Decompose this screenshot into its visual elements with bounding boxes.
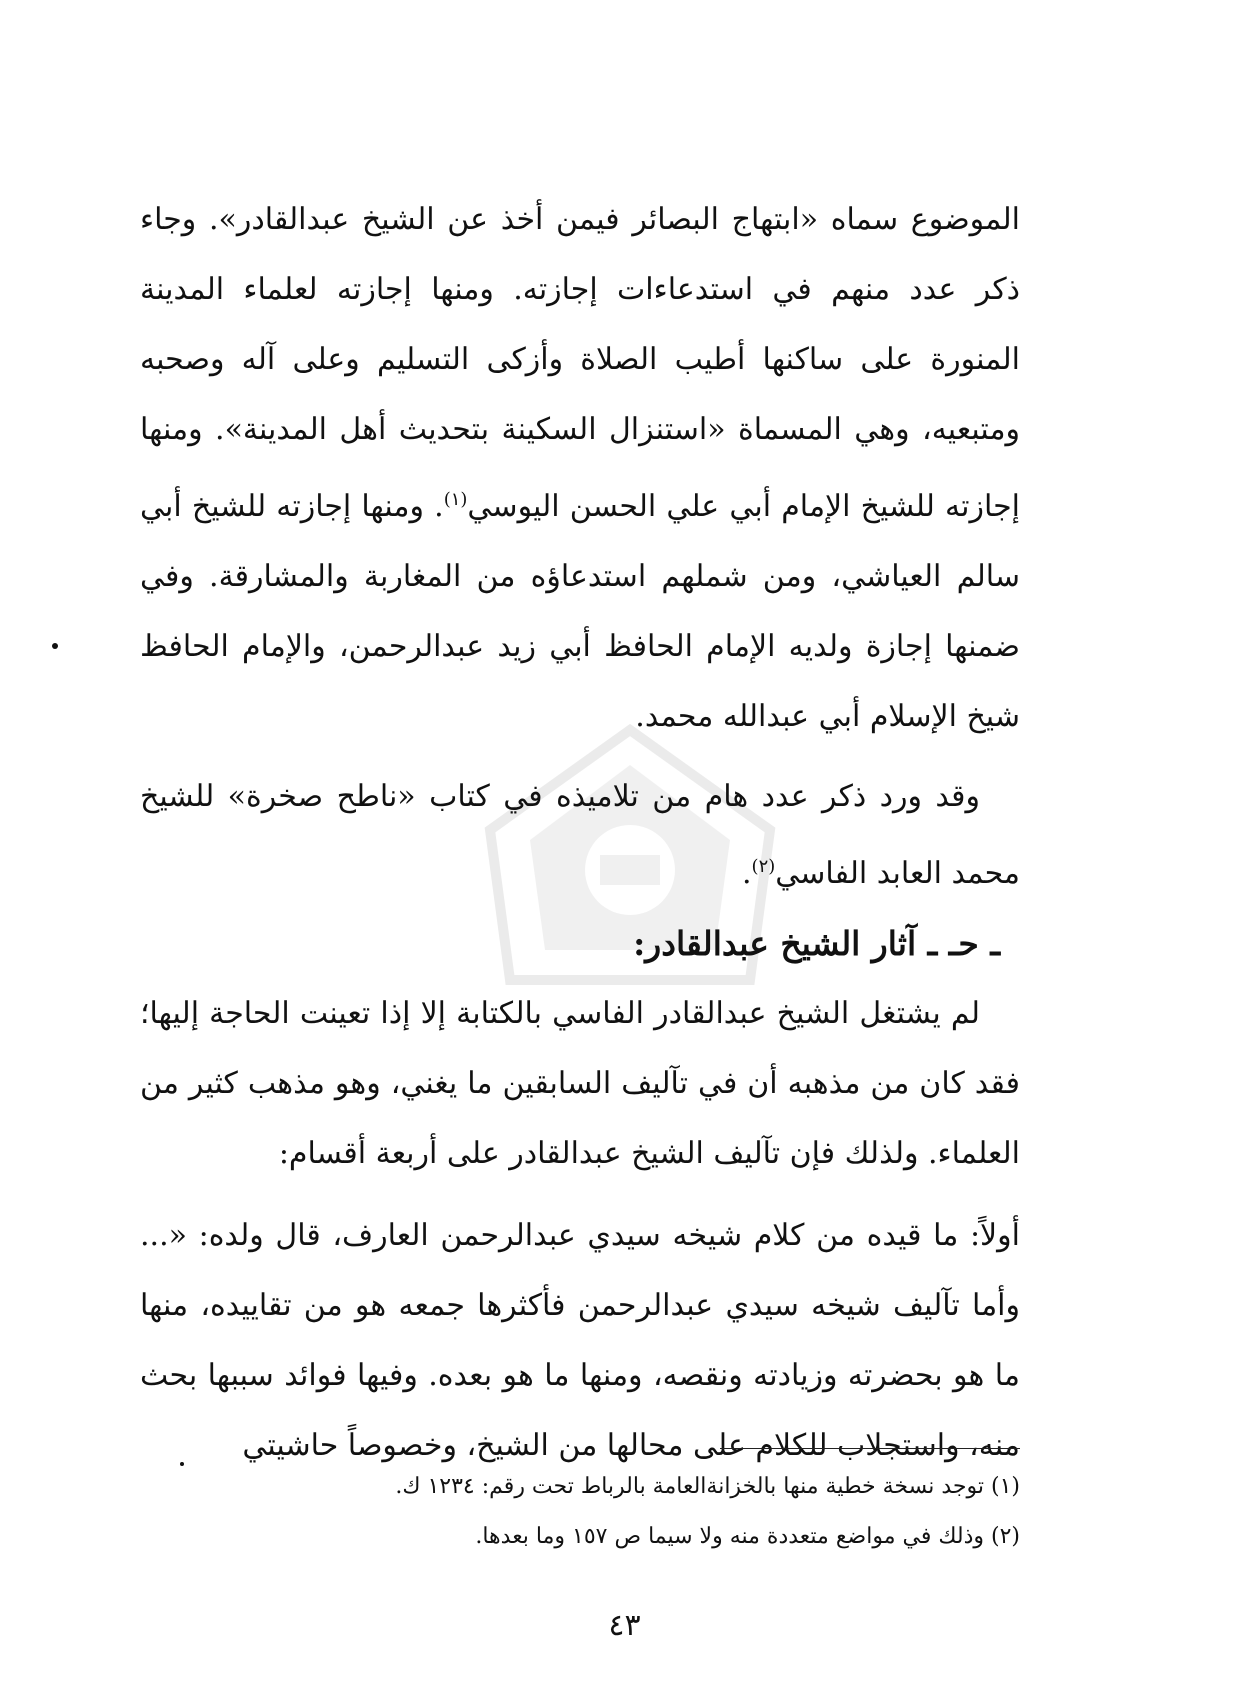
page-number: ٤٣ (608, 1608, 641, 1643)
section-heading: ـ حـ ـ آثار الشيخ عبدالقادر: (633, 924, 1000, 963)
footnote-2: (٢) وذلك في مواضع متعددة منه ولا سيما ص ١٥٧ وما بعدها. (475, 1524, 1020, 1549)
scan-speck (180, 1462, 184, 1466)
paragraph-1 (140, 185, 1020, 752)
paragraph-3: لم يشتغل الشيخ عبدالقادر الفاسي بالكتابة إلا إذا تعينت الحاجة إليها؛ فقد كان من مذهبه أن في تآليف السابقين ما يغني، وهو مذهب كثير من العلماء. ولذلك فإن تآليف الشيخ عبدالقادر على أربعة أقسام: (140, 996, 1020, 1171)
paragraph-2 (140, 762, 1020, 909)
paragraph-4: أولاً: ما قيده من كلام شيخه سيدي عبدالرحمن العارف، قال ولده: «... وأما تآليف شيخه سيدي عبدالرحمن فأكثرها جمعه هو من تقاييده، منها ما هو بحضرته وزيادته ونقصه، ومنها ما هو بعده. وفيها فوائد سببها بحث منه، واستجلاب للكلام على محالها من الشيخ، وخصوصاً حاشيتي (140, 1218, 1020, 1463)
footnote-divider (720, 1448, 1020, 1449)
paragraph-2-end: . (742, 856, 752, 891)
paragraph-1-continuation: . ومنها إجازته للشيخ أبي سالم العياشي، ومن شملهم استدعاؤه من المغاربة والمشارقة. وفي ضمنها إجازة ولديه الإمام الحافظ أبي زيد عبدالرحمن، والإمام الحافظ شيخ الإسلام أبي عبدالله محمد. (140, 489, 1020, 734)
paragraph-2-text: وقد ورد ذكر عدد هام من تلاميذه في كتاب «ناطح صخرة» للشيخ محمد العابد الفاسي (140, 779, 1020, 891)
paragraph-1-text: الموضوع سماه «ابتهاج البصائر فيمن أخذ عن الشيخ عبدالقادر». وجاء ذكر عدد منهم في استدعاءات إجازته. ومنها إجازته لعلماء المدينة المنورة على ساكنها أطيب الصلاة وأزكى التسليم وعلى آله وصحبه ومتبعيه، وهي المسماة «استنزال السكينة بتحديث أهل المدينة». ومنها إجازته للشيخ الإمام أبي علي الحسن اليوسي (140, 202, 1020, 524)
main-text (140, 185, 1020, 1481)
footnote-ref-1: (١) (443, 489, 468, 510)
footnotes (300, 1462, 1020, 1562)
scan-speck (52, 643, 58, 649)
footnote-1: (١) توجد نسخة خطية منها بالخزانةالعامة بالرباط تحت رقم: ١٢٣٤ ك. (395, 1474, 1020, 1499)
footnote-ref-2: (٢) (751, 856, 776, 877)
